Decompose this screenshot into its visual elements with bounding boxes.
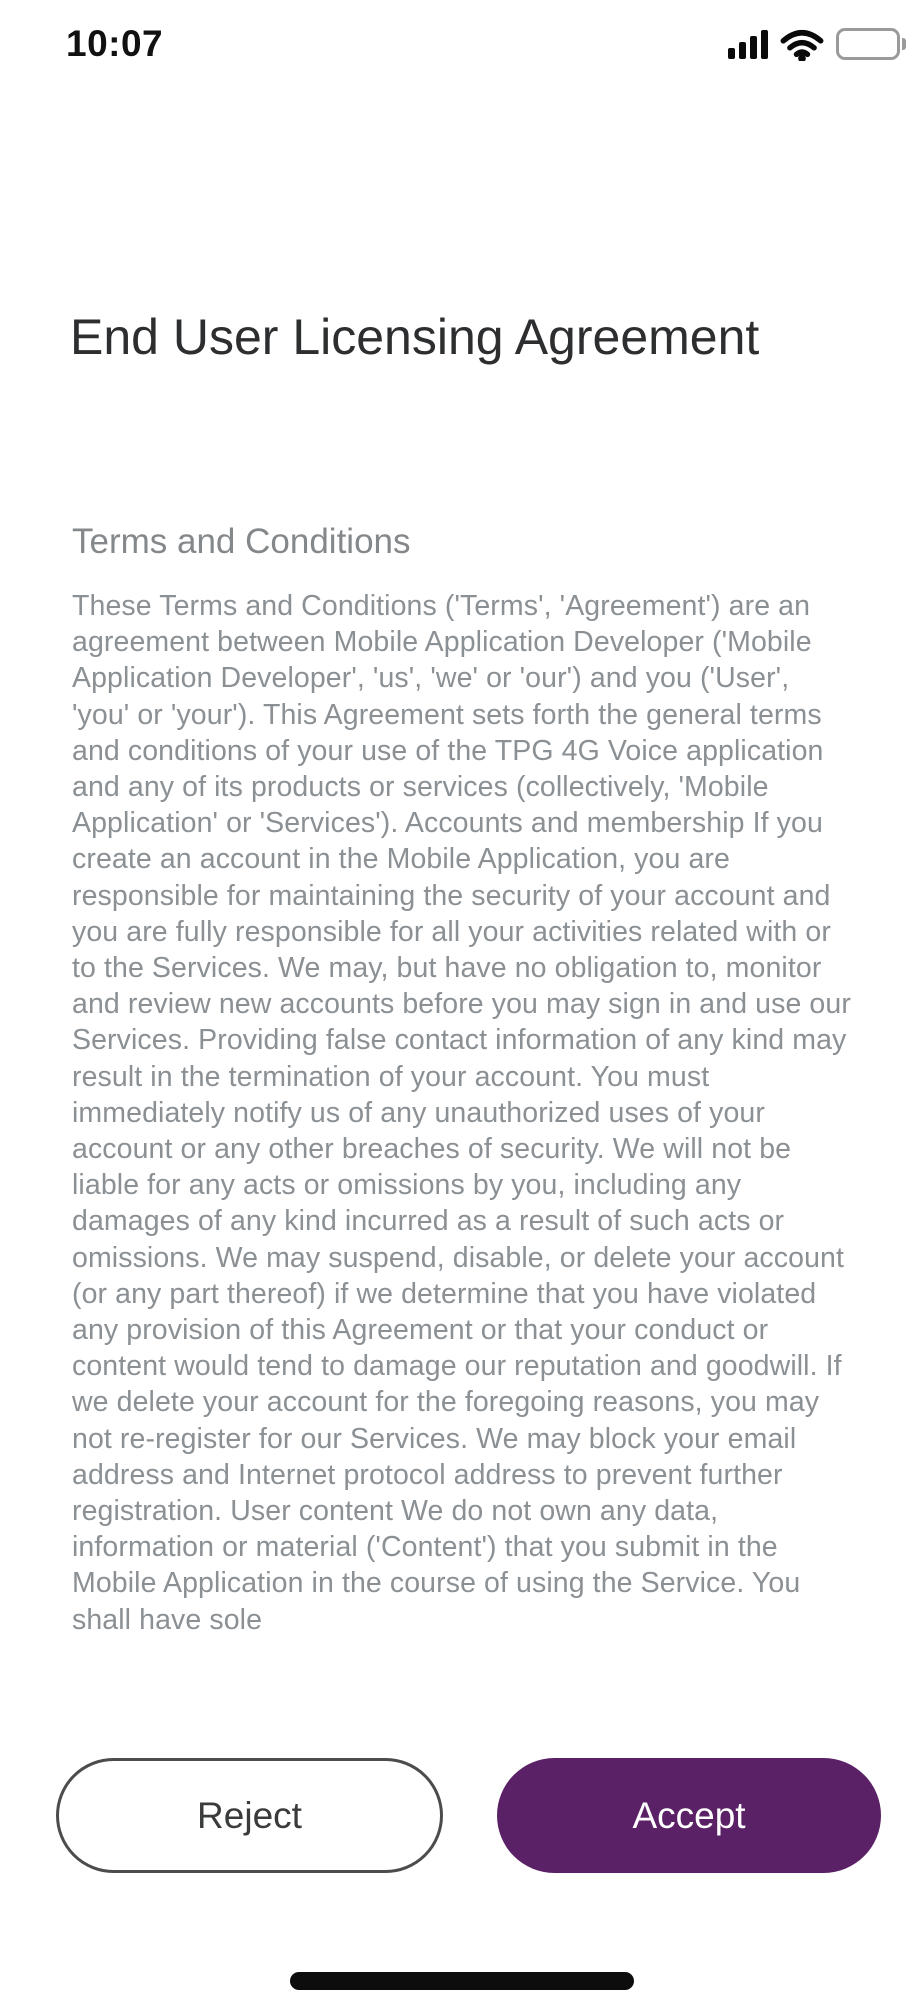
accept-button[interactable]: Accept xyxy=(497,1758,881,1873)
page-title: End User Licensing Agreement xyxy=(70,309,760,365)
terms-body-text[interactable]: These Terms and Conditions ('Terms', 'Agreement') are an agreement between Mobile Application Developer ('Mobile Application Developer', 'us', 'we' or 'our') and you ('User', 'you' or 'your'). This Agreement sets forth the general terms and conditions of your use of the TPG 4G Voice application and any of its products or services (collectively, 'Mobile Application' or 'Services'). Accounts and membership If you create an account in the Mobile Application, you are responsible for maintaining the security of your account and you are fully responsible for all your activities related with or to the Services. We may, but have no obligation to, monitor and review new accounts before you may sign in and use our Services. Providing false contact information of any kind may result in the termination of your account. You must immediately notify us of any unauthorized uses of your account or any other breaches of security. We will not be liable for any acts or omissions by you, including any damages of any kind incurred as a result of such acts or omissions. We may suspend, disable, or delete your account (or any part thereof) if we determine that you have violated any provision of this Agreement or that your conduct or content would tend to damage our reputation and goodwill. If we delete your account for the foregoing reasons, you may not re-register for our Services. We may block your email address and Internet protocol address to prevent further registration. User content We do not own any data, information or material ('Content') that you submit in the Mobile Application in the course of using the Service. You shall have sole xyxy=(72,590,851,1636)
battery-cap xyxy=(902,38,906,50)
battery-icon xyxy=(836,28,906,60)
status-time: 10:07 xyxy=(66,23,164,64)
home-indicator[interactable] xyxy=(290,1972,634,1990)
cellular-signal-icon xyxy=(728,29,768,59)
terms-heading: Terms and Conditions xyxy=(72,522,411,561)
reject-button[interactable]: Reject xyxy=(56,1758,443,1873)
status-icons xyxy=(728,28,906,61)
status-bar xyxy=(66,22,906,66)
wifi-icon xyxy=(780,28,824,61)
